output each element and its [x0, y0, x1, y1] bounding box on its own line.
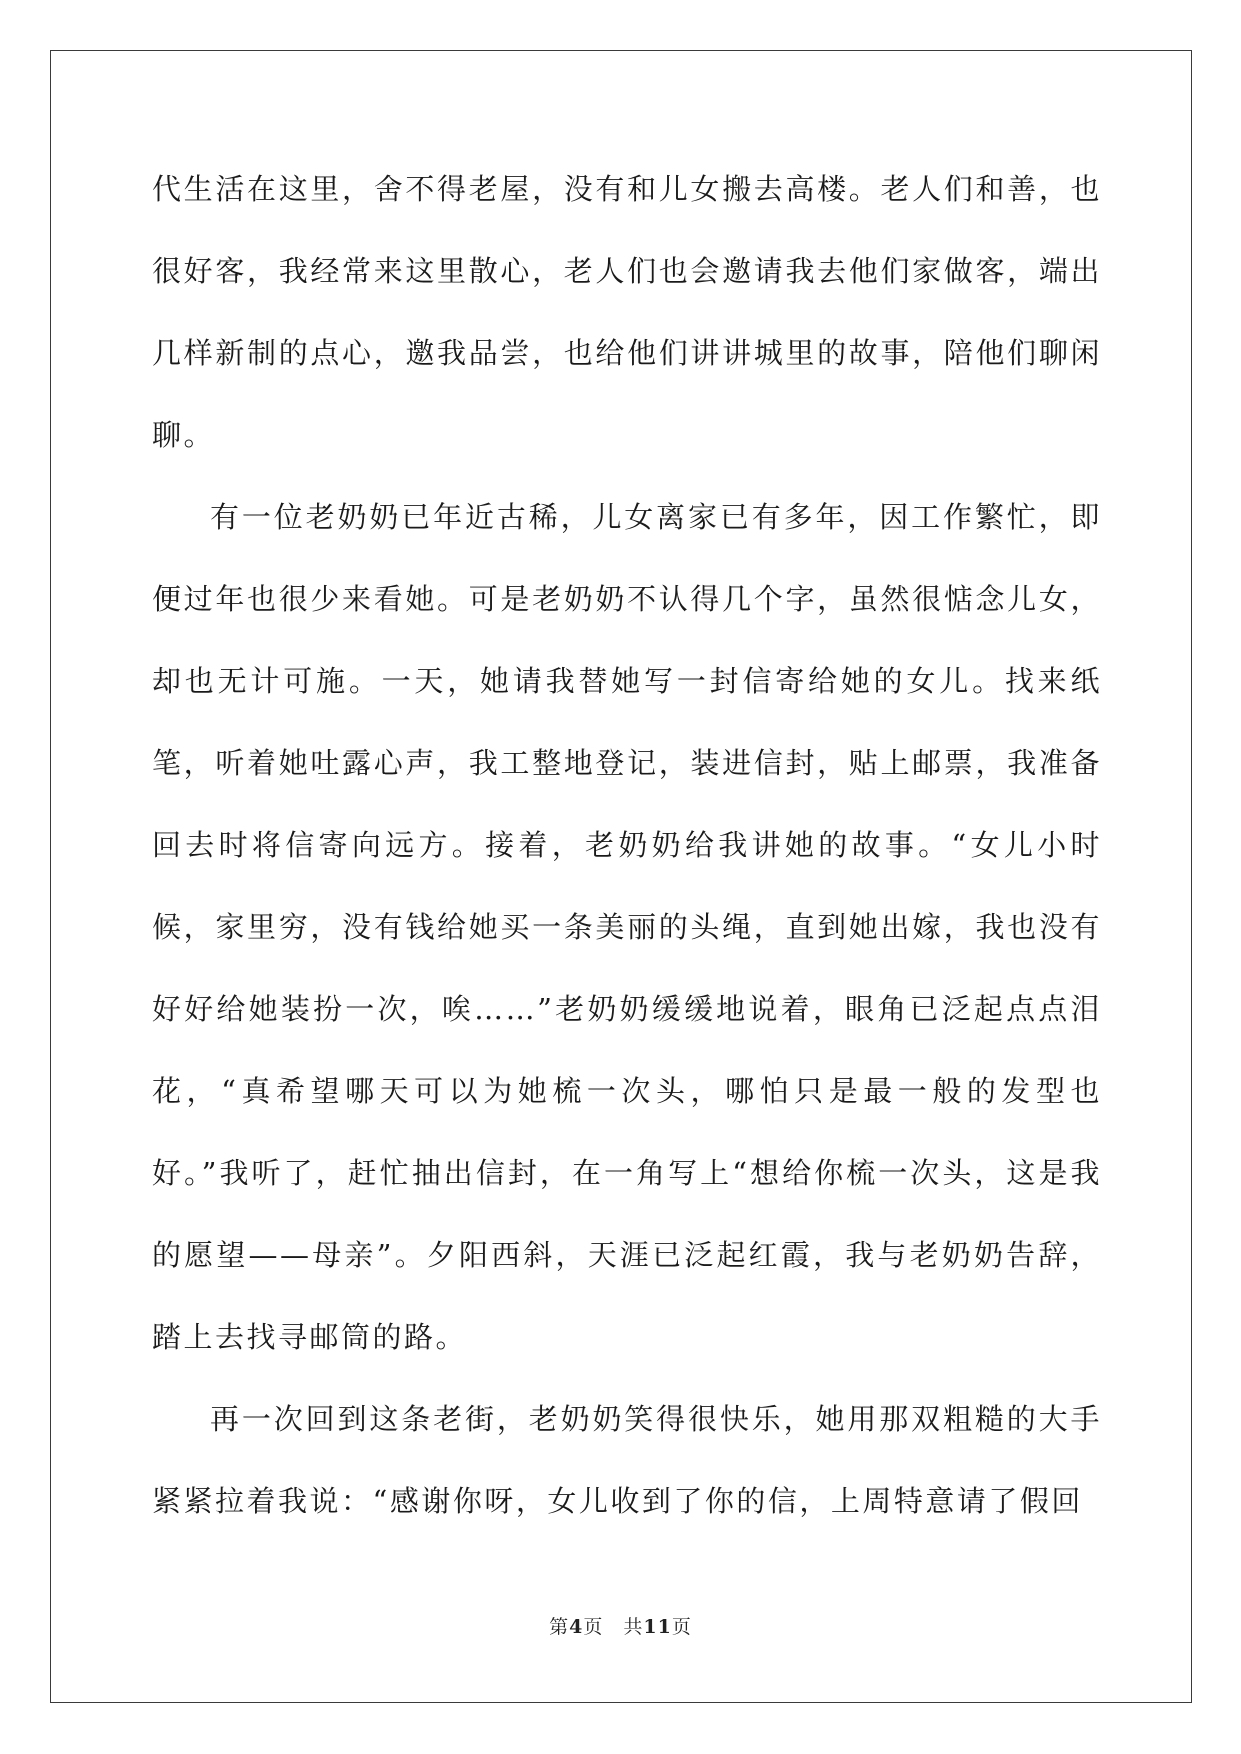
page-footer: [0, 1612, 1241, 1639]
paragraph: 有一位老奶奶已年近古稀，儿女离家已有多年，因工作繁忙，即便过年也很少来看她。可是老奶奶不认得几个字，虽然很惦念儿女，却也无计可施。一天，她请我替她写一封信寄给她的女儿。找来纸笔，听着她吐露心声，我工整地登记，装进信封，贴上邮票，我准备回去时将信寄向远方。接着，老奶奶给我讲她的故事。“女儿小时候，家里穷，没有钱给她买一条美丽的头绳，直到她出嫁，我也没有好好给她装扮一次，唉……”老奶奶缓缓地说着，眼角已泛起点点泪花，“真希望哪天可以为她梳一次头，哪怕只是最一般的发型也好。”我听了，赶忙抽出信封，在一角写上“想给你梳一次头，这是我的愿望——母亲”。夕阳西斜，天涯已泛起红霞，我与老奶奶告辞，踏上去找寻邮筒的路。: [152, 500, 1102, 1354]
footer-mid: 页 共: [583, 1616, 644, 1638]
paragraph: 再一次回到这条老街，老奶奶笑得很快乐，她用那双粗糙的大手紧紧拉着我说：“感谢你呀，女儿收到了你的信，上周特意请了假回: [152, 1402, 1102, 1518]
current-page-number: 4: [569, 1616, 584, 1638]
footer-prefix: 第: [549, 1616, 570, 1638]
document-body: [152, 148, 1102, 1542]
footer-suffix: 页: [671, 1616, 692, 1638]
paragraph: 代生活在这里，舍不得老屋，没有和儿女搬去高楼。老人们和善，也很好客，我经常来这里散心，老人们也会邀请我去他们家做客，端出几样新制的点心，邀我品尝，也给他们讲讲城里的故事，陪他们聊闲聊。: [152, 172, 1102, 452]
total-page-number: 11: [643, 1616, 672, 1638]
